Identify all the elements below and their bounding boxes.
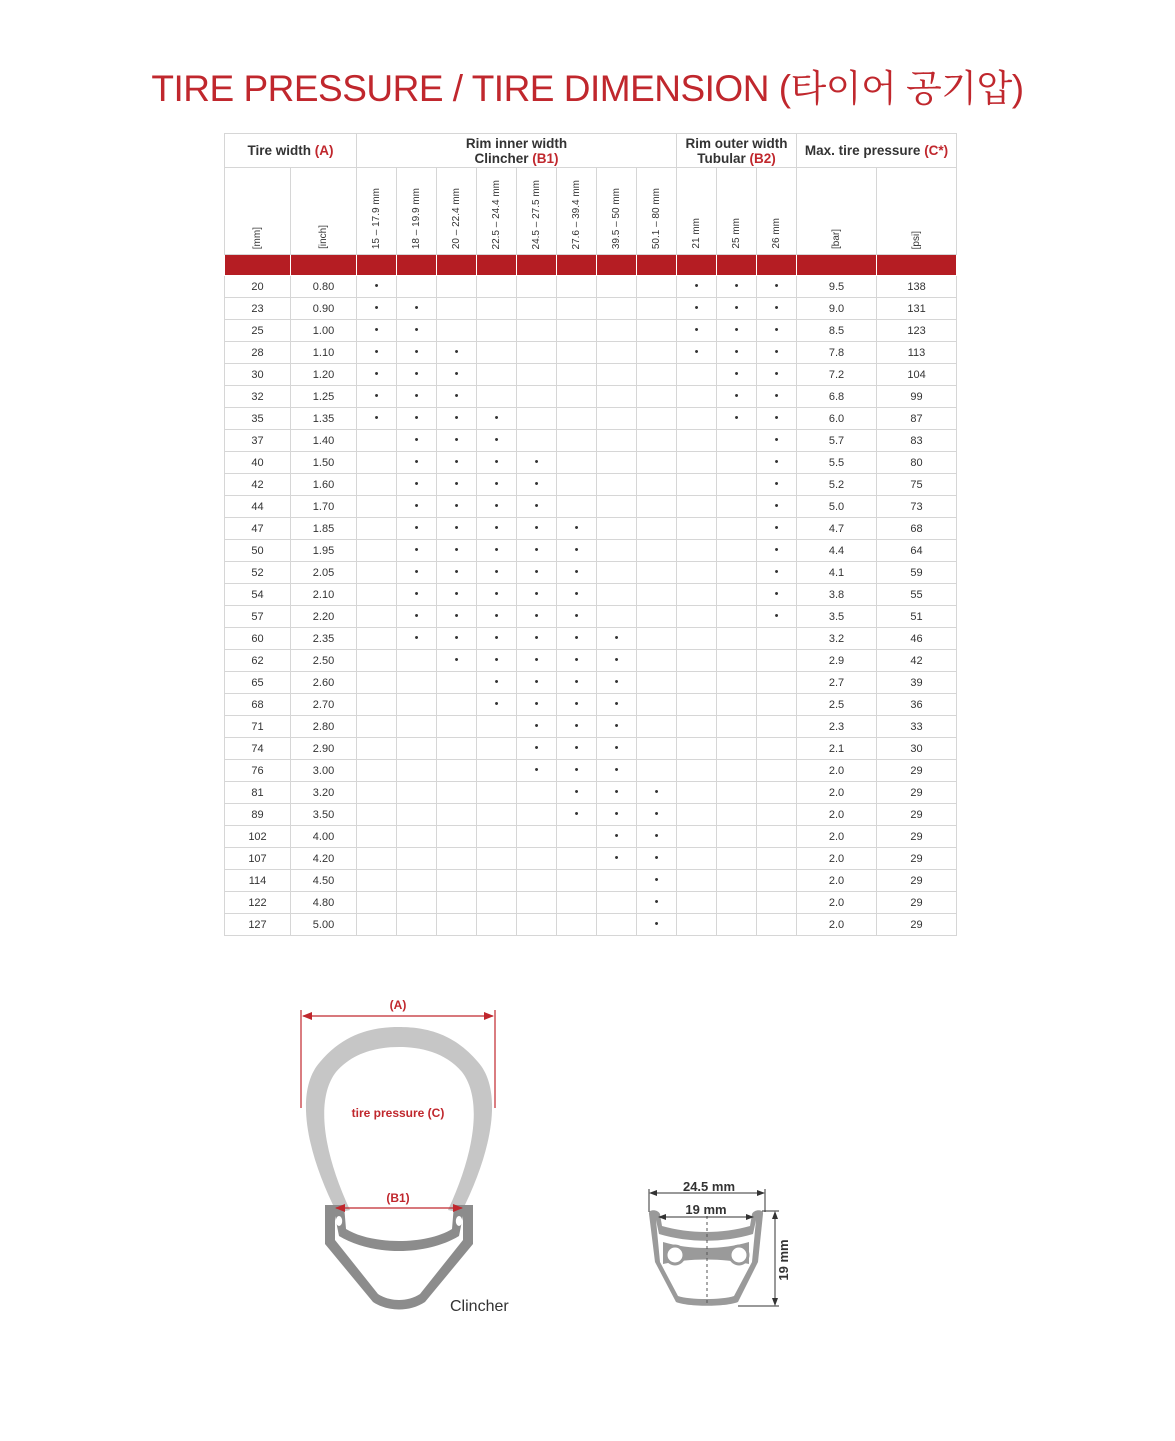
clincher-fit-cell: • (437, 540, 477, 562)
pressure-psi-cell: 83 (877, 430, 957, 452)
pressure-bar-cell: 4.4 (797, 540, 877, 562)
pressure-psi-cell: 64 (877, 540, 957, 562)
pressure-psi-cell: 39 (877, 672, 957, 694)
clincher-fit-cell: • (437, 452, 477, 474)
width-a-label: (A) (389, 998, 407, 1012)
pressure-psi-cell: 29 (877, 892, 957, 914)
clincher-fit-cell: • (397, 584, 437, 606)
pressure-bar-cell: 5.0 (797, 496, 877, 518)
clincher-fit-cell: • (357, 386, 397, 408)
clincher-fit-cell: • (517, 760, 557, 782)
rim-hook-right (456, 1216, 462, 1226)
tire-pressure-label: tire pressure (C) (351, 1106, 445, 1120)
clincher-fit-cell: • (597, 628, 637, 650)
clincher-fit-cell: • (557, 738, 597, 760)
tubular-fit-cell: • (677, 298, 717, 320)
clincher-fit-cell: • (437, 386, 477, 408)
clincher-fit-cell: • (437, 342, 477, 364)
tubular-fit-cell: • (757, 386, 797, 408)
tubular-tag: (B2) (749, 150, 776, 166)
tubular-fit-cell: • (717, 408, 757, 430)
clincher-fit-cell: • (397, 342, 437, 364)
clincher-fit-cell: • (557, 672, 597, 694)
pressure-psi-cell: 29 (877, 760, 957, 782)
tire-width-inch-cell: 1.60 (291, 474, 357, 496)
tire-width-mm-cell: 35 (225, 408, 291, 430)
tire-casing-shape (306, 1027, 492, 1213)
tire-width-mm-cell: 54 (225, 584, 291, 606)
clincher-fit-cell: • (597, 760, 637, 782)
column-header-label: [mm] (252, 226, 263, 249)
tire-width-inch-cell: 4.80 (291, 892, 357, 914)
clincher-fit-cell: • (477, 496, 517, 518)
clincher-fit-cell: • (557, 562, 597, 584)
pressure-psi-cell: 99 (877, 386, 957, 408)
column-header-label: 50.1 – 80 mm (651, 187, 662, 249)
tubular-fit-cell: • (757, 276, 797, 298)
clincher-fit-cell: • (637, 848, 677, 870)
tire-width-inch-cell: 2.60 (291, 672, 357, 694)
clincher-fit-cell: • (397, 320, 437, 342)
tubular-fit-cell: • (757, 562, 797, 584)
tire-width-inch-cell: 1.35 (291, 408, 357, 430)
clincher-fit-cell: • (557, 518, 597, 540)
tire-width-mm-cell: 68 (225, 694, 291, 716)
clincher-fit-cell: • (437, 584, 477, 606)
tire-width-mm-cell: 57 (225, 606, 291, 628)
column-header-label: 20 – 22.4 mm (451, 187, 462, 249)
clincher-fit-cell: • (597, 804, 637, 826)
clincher-fit-cell: • (437, 430, 477, 452)
pressure-bar-cell: 3.5 (797, 606, 877, 628)
clincher-fit-cell: • (397, 628, 437, 650)
clincher-fit-cell: • (477, 628, 517, 650)
clincher-fit-cell: • (557, 650, 597, 672)
tire-width-inch-cell: 2.80 (291, 716, 357, 738)
clincher-fit-cell: • (397, 364, 437, 386)
tire-width-inch-cell: 2.50 (291, 650, 357, 672)
rim-hook-left (336, 1216, 342, 1226)
tire-width-mm-cell: 60 (225, 628, 291, 650)
tire-width-mm-cell: 76 (225, 760, 291, 782)
tire-width-inch-cell: 1.00 (291, 320, 357, 342)
tire-width-inch-cell: 4.50 (291, 870, 357, 892)
clincher-fit-cell: • (517, 716, 557, 738)
clincher-fit-cell: • (397, 540, 437, 562)
tire-width-tag: (A) (314, 143, 334, 158)
clincher-fit-cell: • (517, 606, 557, 628)
tire-width-mm-cell: 40 (225, 452, 291, 474)
tire-width-inch-cell: 5.00 (291, 914, 357, 936)
clincher-fit-cell: • (597, 672, 637, 694)
column-header-label: 39.5 – 50 mm (611, 187, 622, 249)
tubular-fit-cell: • (757, 452, 797, 474)
tire-width-mm-cell: 25 (225, 320, 291, 342)
tubular-fit-cell: • (757, 540, 797, 562)
clincher-fit-cell: • (477, 650, 517, 672)
clincher-tag: (B1) (532, 150, 559, 166)
tubular-fit-cell: • (757, 342, 797, 364)
pressure-bar-cell: 2.0 (797, 782, 877, 804)
pressure-bar-cell: 2.7 (797, 672, 877, 694)
outer-width-label: 24.5 mm (682, 1179, 736, 1194)
tire-width-inch-cell: 2.10 (291, 584, 357, 606)
tire-width-inch-cell: 2.05 (291, 562, 357, 584)
pressure-psi-cell: 29 (877, 804, 957, 826)
pressure-bar-cell: 2.9 (797, 650, 877, 672)
max-pressure-tag: (C*) (924, 143, 949, 158)
tire-width-inch-cell: 3.00 (291, 760, 357, 782)
tire-width-mm-cell: 37 (225, 430, 291, 452)
clincher-fit-cell: • (477, 452, 517, 474)
tubular-fit-cell: • (757, 474, 797, 496)
page-title: TIRE PRESSURE / TIRE DIMENSION (타이어 공기압) (151, 68, 1024, 109)
rim-outer-width-label: Rim outer width (685, 135, 788, 151)
clincher-fit-cell: • (477, 518, 517, 540)
column-header-label: 21 mm (691, 218, 702, 249)
clincher-fit-cell: • (397, 606, 437, 628)
clincher-fit-cell: • (517, 452, 557, 474)
tire-width-mm-cell: 20 (225, 276, 291, 298)
max-pressure-label: Max. tire pressure (804, 143, 921, 158)
pressure-bar-cell: 2.0 (797, 914, 877, 936)
column-header-label: 26 mm (771, 218, 782, 249)
clincher-fit-cell: • (437, 628, 477, 650)
pressure-psi-cell: 33 (877, 716, 957, 738)
clincher-fit-cell: • (597, 782, 637, 804)
pressure-psi-cell: 29 (877, 782, 957, 804)
pressure-bar-cell: 2.0 (797, 826, 877, 848)
clincher-fit-cell: • (397, 430, 437, 452)
clincher-fit-cell: • (477, 694, 517, 716)
clincher-fit-cell: • (637, 804, 677, 826)
clincher-fit-cell: • (437, 606, 477, 628)
tire-width-inch-cell: 4.20 (291, 848, 357, 870)
clincher-fit-cell: • (517, 628, 557, 650)
pressure-psi-cell: 138 (877, 276, 957, 298)
clincher-fit-cell: • (437, 496, 477, 518)
clincher-fit-cell: • (357, 342, 397, 364)
clincher-fit-cell: • (397, 386, 437, 408)
tire-width-mm-cell: 71 (225, 716, 291, 738)
pressure-bar-cell: 5.2 (797, 474, 877, 496)
tire-width-mm-cell: 102 (225, 826, 291, 848)
clincher-fit-cell: • (517, 496, 557, 518)
clincher-fit-cell: • (397, 408, 437, 430)
clincher-caption: Clincher (450, 1298, 509, 1315)
clincher-fit-cell: • (637, 826, 677, 848)
tire-width-mm-cell: 23 (225, 298, 291, 320)
pressure-bar-cell: 6.0 (797, 408, 877, 430)
tubular-fit-cell: • (757, 364, 797, 386)
pressure-psi-cell: 36 (877, 694, 957, 716)
pressure-psi-cell: 59 (877, 562, 957, 584)
pressure-bar-cell: 9.5 (797, 276, 877, 298)
tire-width-mm-cell: 107 (225, 848, 291, 870)
clincher-fit-cell: • (397, 452, 437, 474)
clincher-fit-cell: • (477, 408, 517, 430)
clincher-fit-cell: • (557, 584, 597, 606)
clincher-fit-cell: • (437, 474, 477, 496)
tire-width-inch-cell: 4.00 (291, 826, 357, 848)
tire-width-inch-cell: 1.50 (291, 452, 357, 474)
pressure-bar-cell: 9.0 (797, 298, 877, 320)
clincher-fit-cell: • (517, 584, 557, 606)
clincher-fit-cell: • (597, 738, 637, 760)
pressure-bar-cell: 3.8 (797, 584, 877, 606)
tire-width-mm-cell: 81 (225, 782, 291, 804)
pressure-bar-cell: 3.2 (797, 628, 877, 650)
clincher-fit-cell: • (477, 540, 517, 562)
clincher-fit-cell: • (637, 892, 677, 914)
clincher-fit-cell: • (517, 650, 557, 672)
tire-width-mm-cell: 114 (225, 870, 291, 892)
clincher-fit-cell: • (357, 364, 397, 386)
tire-width-inch-cell: 2.35 (291, 628, 357, 650)
clincher-fit-cell: • (517, 738, 557, 760)
clincher-fit-cell: • (477, 430, 517, 452)
clincher-fit-cell: • (597, 694, 637, 716)
pressure-psi-cell: 30 (877, 738, 957, 760)
width-b1-label: (B1) (386, 1191, 410, 1205)
column-header-label: [bar] (831, 228, 843, 249)
clincher-fit-cell: • (397, 496, 437, 518)
pressure-bar-cell: 2.1 (797, 738, 877, 760)
clincher-fit-cell: • (557, 804, 597, 826)
tubular-fit-cell: • (757, 408, 797, 430)
tire-width-inch-cell: 1.70 (291, 496, 357, 518)
clincher-fit-cell: • (397, 518, 437, 540)
tubular-fit-cell: • (677, 276, 717, 298)
clincher-fit-cell: • (437, 408, 477, 430)
tire-width-inch-cell: 2.20 (291, 606, 357, 628)
pressure-bar-cell: 2.0 (797, 848, 877, 870)
rim-profile-right-chamber (730, 1246, 748, 1264)
pressure-bar-cell: 2.0 (797, 870, 877, 892)
tubular-fit-cell: • (717, 364, 757, 386)
tire-width-inch-cell: 1.25 (291, 386, 357, 408)
clincher-fit-cell: • (477, 474, 517, 496)
tubular-fit-cell: • (757, 430, 797, 452)
column-header-label: [inch] (318, 225, 329, 249)
tubular-fit-cell: • (757, 320, 797, 342)
clincher-fit-cell: • (437, 364, 477, 386)
column-header-label: [psi] (911, 230, 923, 249)
clincher-fit-cell: • (517, 672, 557, 694)
clincher-fit-cell: • (357, 298, 397, 320)
rim-inner-width-label: Rim inner width (465, 135, 568, 151)
tire-width-mm-cell: 50 (225, 540, 291, 562)
column-header-label: 24.5 – 27.5 mm (531, 179, 542, 249)
clincher-fit-cell: • (357, 320, 397, 342)
tire-width-inch-cell: 3.20 (291, 782, 357, 804)
tire-width-inch-cell: 1.40 (291, 430, 357, 452)
pressure-bar-cell: 2.5 (797, 694, 877, 716)
pressure-bar-cell: 4.7 (797, 518, 877, 540)
clincher-fit-cell: • (517, 474, 557, 496)
pressure-psi-cell: 123 (877, 320, 957, 342)
tubular-fit-cell: • (677, 342, 717, 364)
pressure-bar-cell: 8.5 (797, 320, 877, 342)
pressure-psi-cell: 87 (877, 408, 957, 430)
pressure-psi-cell: 131 (877, 298, 957, 320)
tire-width-inch-cell: 1.20 (291, 364, 357, 386)
clincher-fit-cell: • (597, 650, 637, 672)
clincher-fit-cell: • (557, 694, 597, 716)
pressure-psi-cell: 104 (877, 364, 957, 386)
pressure-psi-cell: 51 (877, 606, 957, 628)
tubular-fit-cell: • (677, 320, 717, 342)
tire-width-inch-cell: 1.85 (291, 518, 357, 540)
tire-width-inch-cell: 1.10 (291, 342, 357, 364)
pressure-psi-cell: 55 (877, 584, 957, 606)
pressure-psi-cell: 80 (877, 452, 957, 474)
tire-width-mm-cell: 42 (225, 474, 291, 496)
pressure-psi-cell: 68 (877, 518, 957, 540)
clincher-fit-cell: • (517, 518, 557, 540)
tire-width-mm-cell: 44 (225, 496, 291, 518)
pressure-bar-cell: 2.0 (797, 804, 877, 826)
pressure-psi-cell: 113 (877, 342, 957, 364)
tire-width-mm-cell: 74 (225, 738, 291, 760)
pressure-bar-cell: 4.1 (797, 562, 877, 584)
clincher-fit-cell: • (357, 408, 397, 430)
clincher-fit-cell: • (597, 826, 637, 848)
clincher-fit-cell: • (637, 914, 677, 936)
pressure-psi-cell: 29 (877, 914, 957, 936)
clincher-fit-cell: • (557, 606, 597, 628)
clincher-label: Clincher (474, 150, 529, 166)
tire-width-mm-cell: 52 (225, 562, 291, 584)
clincher-fit-cell: • (477, 584, 517, 606)
clincher-fit-cell: • (397, 562, 437, 584)
clincher-fit-cell: • (637, 870, 677, 892)
tire-width-mm-cell: 30 (225, 364, 291, 386)
pressure-bar-cell: 6.8 (797, 386, 877, 408)
tire-width-mm-cell: 32 (225, 386, 291, 408)
clincher-fit-cell: • (517, 694, 557, 716)
tire-width-inch-cell: 0.90 (291, 298, 357, 320)
clincher-fit-cell: • (557, 628, 597, 650)
tubular-fit-cell: • (717, 342, 757, 364)
clincher-fit-cell: • (357, 276, 397, 298)
column-header-label: 27.6 – 39.4 mm (571, 179, 582, 249)
clincher-fit-cell: • (517, 540, 557, 562)
pressure-bar-cell: 2.0 (797, 892, 877, 914)
clincher-fit-cell: • (557, 782, 597, 804)
rim-profile-diagram (649, 1179, 791, 1306)
pressure-psi-cell: 46 (877, 628, 957, 650)
column-header-label: 15 – 17.9 mm (371, 187, 382, 249)
tire-width-inch-cell: 0.80 (291, 276, 357, 298)
tire-width-mm-cell: 28 (225, 342, 291, 364)
clincher-fit-cell: • (397, 474, 437, 496)
inner-width-label: 19 mm (685, 1202, 727, 1217)
pressure-bar-cell: 7.2 (797, 364, 877, 386)
tubular-fit-cell: • (757, 606, 797, 628)
pressure-bar-cell: 5.7 (797, 430, 877, 452)
tire-width-inch-cell: 2.90 (291, 738, 357, 760)
tire-width-inch-cell: 1.95 (291, 540, 357, 562)
clincher-fit-cell: • (477, 606, 517, 628)
pressure-psi-cell: 29 (877, 848, 957, 870)
clincher-fit-cell: • (397, 298, 437, 320)
pressure-psi-cell: 29 (877, 826, 957, 848)
rim-profile-left-chamber (666, 1246, 684, 1264)
tire-width-mm-cell: 65 (225, 672, 291, 694)
tubular-fit-cell: • (717, 386, 757, 408)
tire-width-label: Tire width (247, 143, 311, 158)
clincher-fit-cell: • (597, 848, 637, 870)
tire-width-mm-cell: 127 (225, 914, 291, 936)
tire-width-mm-cell: 89 (225, 804, 291, 826)
clincher-diagram (301, 998, 509, 1315)
clincher-fit-cell: • (557, 716, 597, 738)
height-label: 19 mm (776, 1239, 791, 1281)
tubular-label: Tubular (697, 150, 746, 166)
tire-width-inch-cell: 2.70 (291, 694, 357, 716)
clincher-fit-cell: • (477, 562, 517, 584)
pressure-psi-cell: 29 (877, 870, 957, 892)
clincher-fit-cell: • (437, 518, 477, 540)
pressure-psi-cell: 73 (877, 496, 957, 518)
clincher-fit-cell: • (517, 562, 557, 584)
column-header-label: 25 mm (731, 218, 742, 249)
tubular-fit-cell: • (757, 496, 797, 518)
pressure-bar-cell: 7.8 (797, 342, 877, 364)
tire-width-mm-cell: 122 (225, 892, 291, 914)
clincher-fit-cell: • (477, 672, 517, 694)
tire-width-mm-cell: 62 (225, 650, 291, 672)
clincher-fit-cell: • (437, 650, 477, 672)
tubular-fit-cell: • (717, 276, 757, 298)
rim-channel-cutout (335, 1216, 463, 1300)
clincher-fit-cell: • (597, 716, 637, 738)
clincher-fit-cell: • (557, 760, 597, 782)
pressure-psi-cell: 42 (877, 650, 957, 672)
tubular-fit-cell: • (717, 320, 757, 342)
clincher-fit-cell: • (557, 540, 597, 562)
column-header-label: 22.5 – 24.4 mm (491, 179, 502, 249)
clincher-fit-cell: • (437, 562, 477, 584)
pressure-bar-cell: 5.5 (797, 452, 877, 474)
tubular-fit-cell: • (757, 584, 797, 606)
tire-width-inch-cell: 3.50 (291, 804, 357, 826)
tubular-fit-cell: • (757, 298, 797, 320)
tubular-fit-cell: • (757, 518, 797, 540)
tire-width-mm-cell: 47 (225, 518, 291, 540)
pressure-bar-cell: 2.0 (797, 760, 877, 782)
pressure-bar-cell: 2.3 (797, 716, 877, 738)
clincher-fit-cell: • (637, 782, 677, 804)
tubular-fit-cell: • (717, 298, 757, 320)
column-header-label: 18 – 19.9 mm (411, 187, 422, 249)
pressure-psi-cell: 75 (877, 474, 957, 496)
